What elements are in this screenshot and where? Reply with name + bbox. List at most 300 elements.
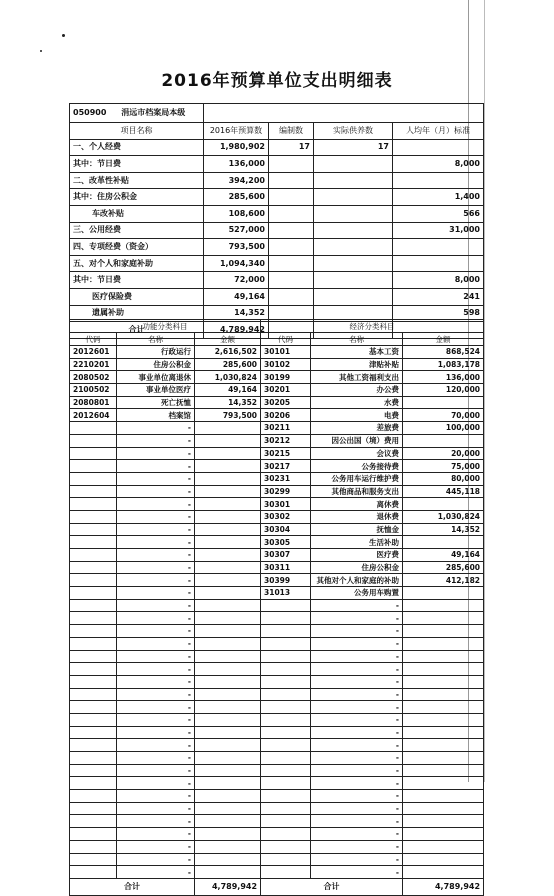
actual-count: [314, 272, 393, 289]
budget-amount: 527,000: [204, 222, 269, 239]
econ-code: [261, 599, 311, 612]
func-amount: [195, 587, 261, 600]
econ-code: 30205: [261, 396, 311, 409]
econ-amount: 20,000: [403, 447, 484, 460]
detail-row: [70, 346, 484, 359]
econ-name: -: [311, 625, 403, 638]
budget-amount: 285,600: [204, 189, 269, 206]
func-name: 事业单位离退休: [117, 371, 195, 384]
func-amount: [195, 701, 261, 714]
func-code: [70, 815, 117, 828]
per-capita-standard: 1,400: [393, 189, 484, 206]
econ-amount: [403, 790, 484, 803]
func-amount: [195, 510, 261, 523]
func-name: -: [117, 510, 195, 523]
detail-row: [70, 574, 484, 587]
econ-amount: 285,600: [403, 561, 484, 574]
per-capita-standard: 598: [393, 305, 484, 322]
func-name: -: [117, 587, 195, 600]
func-name: -: [117, 713, 195, 726]
staffing-count: [269, 239, 314, 256]
func-name: -: [117, 675, 195, 688]
econ-name: 抚恤金: [311, 523, 403, 536]
func-name: -: [117, 828, 195, 841]
actual-count: [314, 239, 393, 256]
econ-amount: 75,000: [403, 460, 484, 473]
econ-code: 30301: [261, 498, 311, 511]
func-name: -: [117, 472, 195, 485]
func-name: -: [117, 688, 195, 701]
econ-amount: 1,083,178: [403, 358, 484, 371]
detail-row: [70, 498, 484, 511]
func-code: [70, 853, 117, 866]
func-name: -: [117, 434, 195, 447]
budget-amount: 14,352: [204, 305, 269, 322]
budget-amount: 793,500: [204, 239, 269, 256]
actual-count: [314, 156, 393, 173]
func-name: -: [117, 777, 195, 790]
func-name: -: [117, 625, 195, 638]
econ-name: 公务接待费: [311, 460, 403, 473]
econ-name-header: 名称: [311, 333, 403, 346]
func-name: 死亡抚恤: [117, 396, 195, 409]
econ-code: 30215: [261, 447, 311, 460]
econ-name: 会议费: [311, 447, 403, 460]
econ-name: 办公费: [311, 384, 403, 397]
func-name: -: [117, 764, 195, 777]
econ-amount: 412,182: [403, 574, 484, 587]
func-code: 2012604: [70, 409, 117, 422]
scan-speck: [40, 50, 42, 52]
econ-amount: 14,352: [403, 523, 484, 536]
econ-code: 30199: [261, 371, 311, 384]
detail-row: [70, 828, 484, 841]
budget-amount: 136,000: [204, 156, 269, 173]
econ-code: [261, 840, 311, 853]
func-name: -: [117, 447, 195, 460]
econ-name: -: [311, 726, 403, 739]
func-amount: [195, 663, 261, 676]
detail-row: [70, 726, 484, 739]
econ-name: -: [311, 866, 403, 879]
func-name: 档案馆: [117, 409, 195, 422]
unit-code: 050900: [73, 108, 107, 117]
econ-name: -: [311, 802, 403, 815]
func-code: 2210201: [70, 358, 117, 371]
econ-name: 差旅费: [311, 422, 403, 435]
econ-amount: 136,000: [403, 371, 484, 384]
func-name: -: [117, 523, 195, 536]
actual-count: [314, 255, 393, 272]
func-amount: [195, 434, 261, 447]
func-name: -: [117, 498, 195, 511]
detail-row: [70, 866, 484, 879]
econ-code: 30231: [261, 472, 311, 485]
actual-count: [314, 288, 393, 305]
econ-amount: 49,164: [403, 549, 484, 562]
econ-name: -: [311, 675, 403, 688]
func-code: [70, 612, 117, 625]
econ-code: 30101: [261, 346, 311, 359]
actual-count: [314, 172, 393, 189]
func-code: 2012601: [70, 346, 117, 359]
detail-row: [70, 777, 484, 790]
func-name: -: [117, 650, 195, 663]
item-name: 三、公用经费: [70, 222, 204, 239]
econ-code: 30311: [261, 561, 311, 574]
func-amount: 1,030,824: [195, 371, 261, 384]
func-amount: [195, 828, 261, 841]
func-amount: 2,616,502: [195, 346, 261, 359]
econ-name: -: [311, 637, 403, 650]
econ-name: -: [311, 853, 403, 866]
econ-amount: [403, 726, 484, 739]
detail-row: [70, 396, 484, 409]
econ-code: [261, 815, 311, 828]
func-name: -: [117, 574, 195, 587]
detail-row: [70, 447, 484, 460]
func-name: -: [117, 815, 195, 828]
func-code: [70, 866, 117, 879]
func-amount: 14,352: [195, 396, 261, 409]
func-name: -: [117, 422, 195, 435]
summary-row: [70, 272, 484, 289]
func-amount: [195, 650, 261, 663]
func-code: [70, 828, 117, 841]
func-code: [70, 536, 117, 549]
scan-speck: [62, 34, 65, 37]
staffing-count: [269, 255, 314, 272]
econ-amount: [403, 536, 484, 549]
econ-amount: 100,000: [403, 422, 484, 435]
func-amount: [195, 422, 261, 435]
econ-amount: [403, 599, 484, 612]
detail-row: [70, 752, 484, 765]
econ-code: 30305: [261, 536, 311, 549]
econ-code: 30302: [261, 510, 311, 523]
unit-name: 涓远市档案局本级: [121, 108, 186, 117]
econ-code: 30304: [261, 523, 311, 536]
detail-row: [70, 612, 484, 625]
func-code: [70, 688, 117, 701]
func-amount: [195, 637, 261, 650]
func-amount: 793,500: [195, 409, 261, 422]
detail-row: [70, 485, 484, 498]
item-name: 一、个人经费: [70, 139, 204, 156]
func-amount: [195, 625, 261, 638]
budget-amount: 394,200: [204, 172, 269, 189]
econ-code: 30212: [261, 434, 311, 447]
func-code: [70, 599, 117, 612]
econ-name: -: [311, 777, 403, 790]
summary-row: [70, 156, 484, 173]
header-standard: 人均年（月）标准: [393, 123, 484, 140]
econ-name: 离休费: [311, 498, 403, 511]
func-amount: [195, 777, 261, 790]
func-section-title: 功能分类科目: [70, 320, 261, 333]
per-capita-standard: 566: [393, 205, 484, 222]
detail-row: [70, 422, 484, 435]
econ-name: 其他商品和服务支出: [311, 485, 403, 498]
func-code: [70, 587, 117, 600]
per-capita-standard: 8,000: [393, 272, 484, 289]
func-name: -: [117, 752, 195, 765]
econ-code: [261, 853, 311, 866]
func-code: [70, 447, 117, 460]
detail-row: [70, 409, 484, 422]
econ-name: -: [311, 612, 403, 625]
detail-row: [70, 358, 484, 371]
per-capita-standard: [393, 239, 484, 256]
econ-code: 30102: [261, 358, 311, 371]
func-amount: [195, 713, 261, 726]
detail-row: [70, 523, 484, 536]
econ-amount: 70,000: [403, 409, 484, 422]
econ-amount: [403, 650, 484, 663]
func-name: -: [117, 663, 195, 676]
func-amount: [195, 688, 261, 701]
budget-amount: 49,164: [204, 288, 269, 305]
func-code: [70, 663, 117, 676]
econ-amount-header: 金额: [403, 333, 484, 346]
func-amount: [195, 561, 261, 574]
item-name: 遗属补助: [70, 305, 204, 322]
detail-row: [70, 460, 484, 473]
detail-row: [70, 549, 484, 562]
func-name: -: [117, 866, 195, 879]
func-amount: [195, 739, 261, 752]
func-code: [70, 637, 117, 650]
econ-total-amount: 4,789,942: [403, 878, 484, 895]
econ-code: [261, 777, 311, 790]
per-capita-standard: [393, 255, 484, 272]
econ-name: -: [311, 815, 403, 828]
detail-row: [70, 764, 484, 777]
econ-code: [261, 663, 311, 676]
econ-code: [261, 688, 311, 701]
detail-row: [70, 701, 484, 714]
func-code: [70, 840, 117, 853]
econ-name: 基本工资: [311, 346, 403, 359]
func-name: 行政运行: [117, 346, 195, 359]
actual-count: 17: [314, 139, 393, 156]
func-name: -: [117, 802, 195, 815]
econ-code-header: 代码: [261, 333, 311, 346]
detail-row: [70, 384, 484, 397]
func-amount: [195, 599, 261, 612]
func-amount: [195, 802, 261, 815]
detail-row: [70, 536, 484, 549]
econ-code: 30299: [261, 485, 311, 498]
econ-name: 住房公积金: [311, 561, 403, 574]
detail-row: [70, 510, 484, 523]
detail-table-body: [70, 320, 484, 896]
func-amount: [195, 498, 261, 511]
per-capita-standard: 241: [393, 288, 484, 305]
econ-code: 30201: [261, 384, 311, 397]
econ-amount: [403, 853, 484, 866]
detail-row: [70, 587, 484, 600]
func-name: -: [117, 840, 195, 853]
per-capita-standard: 31,000: [393, 222, 484, 239]
detail-row: [70, 790, 484, 803]
detail-row: [70, 637, 484, 650]
econ-name: -: [311, 828, 403, 841]
detail-row: [70, 371, 484, 384]
econ-name: 水费: [311, 396, 403, 409]
budget-amount: 72,000: [204, 272, 269, 289]
econ-name: 退休费: [311, 510, 403, 523]
staffing-count: [269, 172, 314, 189]
budget-amount: 1,980,902: [204, 139, 269, 156]
summary-row: [70, 139, 484, 156]
econ-amount: [403, 587, 484, 600]
budget-amount: 1,094,340: [204, 255, 269, 272]
func-total-label: 合计: [70, 878, 195, 895]
func-amount: [195, 853, 261, 866]
econ-code: 31013: [261, 587, 311, 600]
scan-edge-line: [484, 0, 485, 782]
summary-row: [70, 205, 484, 222]
econ-amount: [403, 739, 484, 752]
func-amount: [195, 574, 261, 587]
econ-code: [261, 650, 311, 663]
func-code: [70, 713, 117, 726]
item-name: 医疗保险费: [70, 288, 204, 305]
econ-name: 生活补助: [311, 536, 403, 549]
func-code: [70, 434, 117, 447]
staffing-count: [269, 272, 314, 289]
econ-name: 津贴补贴: [311, 358, 403, 371]
detail-header-row: [70, 333, 484, 346]
econ-name: 公务用车运行维护费: [311, 472, 403, 485]
detail-row: [70, 599, 484, 612]
econ-name: -: [311, 739, 403, 752]
func-amount: [195, 752, 261, 765]
func-code: [70, 498, 117, 511]
summary-row: [70, 288, 484, 305]
econ-amount: [403, 840, 484, 853]
header-budget: 2016年预算数: [204, 123, 269, 140]
staffing-count: [269, 156, 314, 173]
unit-code-cell: [70, 104, 204, 123]
econ-name: -: [311, 840, 403, 853]
econ-amount: [403, 434, 484, 447]
econ-amount: [403, 625, 484, 638]
econ-code: [261, 752, 311, 765]
econ-name: 公务用车购置: [311, 587, 403, 600]
econ-amount: 120,000: [403, 384, 484, 397]
func-code-header: 代码: [70, 333, 117, 346]
item-name: 四、专项经费（资金）: [70, 239, 204, 256]
econ-amount: [403, 498, 484, 511]
econ-total-label: 合计: [261, 878, 403, 895]
func-amount: [195, 790, 261, 803]
func-name: -: [117, 726, 195, 739]
staffing-count: 17: [269, 139, 314, 156]
detail-row: [70, 802, 484, 815]
econ-code: 30217: [261, 460, 311, 473]
func-code: [70, 790, 117, 803]
econ-code: [261, 790, 311, 803]
econ-amount: [403, 637, 484, 650]
func-code: [70, 726, 117, 739]
summary-header-row: [70, 123, 484, 140]
item-name: 车改补贴: [70, 205, 204, 222]
econ-code: [261, 612, 311, 625]
func-code: [70, 650, 117, 663]
econ-amount: [403, 701, 484, 714]
func-amount: [195, 675, 261, 688]
detail-row: [70, 650, 484, 663]
item-name: 五、对个人和家庭补助: [70, 255, 204, 272]
econ-code: [261, 675, 311, 688]
func-name: -: [117, 853, 195, 866]
func-code: 2080801: [70, 396, 117, 409]
econ-name: -: [311, 701, 403, 714]
econ-code: 30399: [261, 574, 311, 587]
func-total-amount: 4,789,942: [195, 878, 261, 895]
func-code: 2080502: [70, 371, 117, 384]
econ-amount: [403, 764, 484, 777]
func-amount: [195, 764, 261, 777]
func-name: -: [117, 612, 195, 625]
func-amount: [195, 485, 261, 498]
header-staffing: 编制数: [269, 123, 314, 140]
per-capita-standard: [393, 172, 484, 189]
econ-code: 30307: [261, 549, 311, 562]
econ-code: [261, 866, 311, 879]
func-code: [70, 485, 117, 498]
per-capita-standard: 8,000: [393, 156, 484, 173]
econ-code: [261, 637, 311, 650]
econ-code: [261, 764, 311, 777]
econ-name: 其他对个人和家庭的补助: [311, 574, 403, 587]
detail-row: [70, 561, 484, 574]
econ-name: -: [311, 790, 403, 803]
econ-name: -: [311, 752, 403, 765]
detail-row: [70, 713, 484, 726]
econ-name: -: [311, 713, 403, 726]
unit-row: [70, 104, 484, 123]
item-name: 其中：节日费: [70, 156, 204, 173]
econ-code: 30206: [261, 409, 311, 422]
func-name: 事业单位医疗: [117, 384, 195, 397]
func-amount: 285,600: [195, 358, 261, 371]
detail-row: [70, 434, 484, 447]
summary-row: [70, 172, 484, 189]
staffing-count: [269, 222, 314, 239]
func-amount: [195, 815, 261, 828]
func-code: [70, 523, 117, 536]
item-name: 其中：节日费: [70, 272, 204, 289]
func-code: [70, 510, 117, 523]
item-name: 其中：住房公积金: [70, 189, 204, 206]
budget-amount: 4,789,942: [204, 322, 269, 339]
func-code: [70, 472, 117, 485]
econ-code: [261, 828, 311, 841]
detail-row: [70, 815, 484, 828]
detail-row: [70, 675, 484, 688]
func-amount: [195, 447, 261, 460]
econ-amount: [403, 815, 484, 828]
item-name: 二、改革性补贴: [70, 172, 204, 189]
func-code: [70, 625, 117, 638]
detail-row: [70, 853, 484, 866]
func-name: -: [117, 549, 195, 562]
econ-code: [261, 739, 311, 752]
econ-code: [261, 726, 311, 739]
